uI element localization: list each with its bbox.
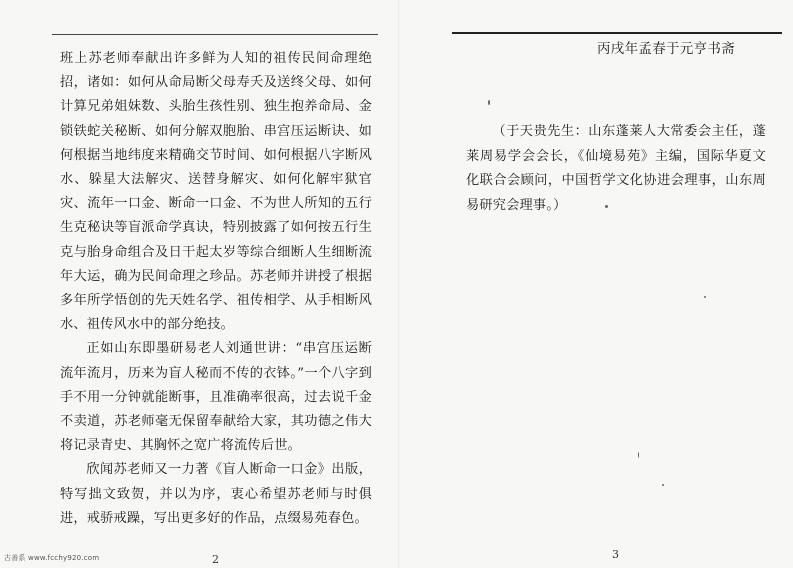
site-watermark: 古善系 www.fcchy920.com xyxy=(4,554,100,562)
left-top-rule xyxy=(52,34,378,35)
page-number-left: 2 xyxy=(212,553,219,566)
author-note xyxy=(466,120,766,218)
paragraph-1: 班上苏老师奉献出许多鲜为人知的祖传民间命理绝招，诸如：如何从命局断父母寿夭及送终父母、如何计算兄弟姐妹数、头胎生孩性别、独生抱养命局、金锁铁蛇关秘断、如何分解双胞胎、串宫压运断诀、如何根据当地纬度来精确交节时间、如何根据八字断风水、躲星大法解灾、送替身解灾、如何化解牢狱官灾、流年一口金、断命一口金、不为世人所知的五行生克秘诀等盲派命学真诀，特别披露了如何按五行生克与胎身命组合及日干起太岁等综合细断人生细断流年大运，确为民间命理之珍品。苏老师并讲授了根据多年所学悟创的先天姓名学、祖传相学、从手相断风水、祖传风水中的部分绝技。 xyxy=(60,51,372,333)
author-bio: （于天贵先生：山东蓬莱人大常委会主任，蓬莱周易学会会长，《仙境易苑》主编，国际华夏文化联合会顾问，中国哲学文化协进会理事，山东周易研究会理事。） xyxy=(466,124,766,213)
paragraph-3: 欣闻苏老师又一力著《盲人断命一口金》出版，特写拙文致贺，并以为序，衷心希望苏老师与时俱进，戒骄戒躁，写出更多好的作品，点缀易苑春色。 xyxy=(60,462,372,526)
scan-speck xyxy=(638,452,639,458)
right-page xyxy=(400,0,793,568)
scan-speck xyxy=(488,100,490,105)
scan-speck xyxy=(704,296,706,298)
paragraph-2: 正如山东即墨研易老人刘通世讲：“串宫压运断流年流月，历来为盲人秘而不传的衣钵。”一个八字到手不用一分钟就能断事，且准确率很高，过去说千金不卖道，苏老师毫无保留奉献给大家，其功德之伟大将记录青史、其胸怀之宽广将流传后世。 xyxy=(60,341,372,454)
scan-speck xyxy=(662,484,664,486)
right-top-rule xyxy=(452,32,782,34)
running-header: 丙戌年孟春于元亨书斋 xyxy=(597,41,735,57)
scan-speck xyxy=(605,205,608,208)
page-number-right: 3 xyxy=(612,548,619,561)
left-body-text xyxy=(60,47,372,531)
